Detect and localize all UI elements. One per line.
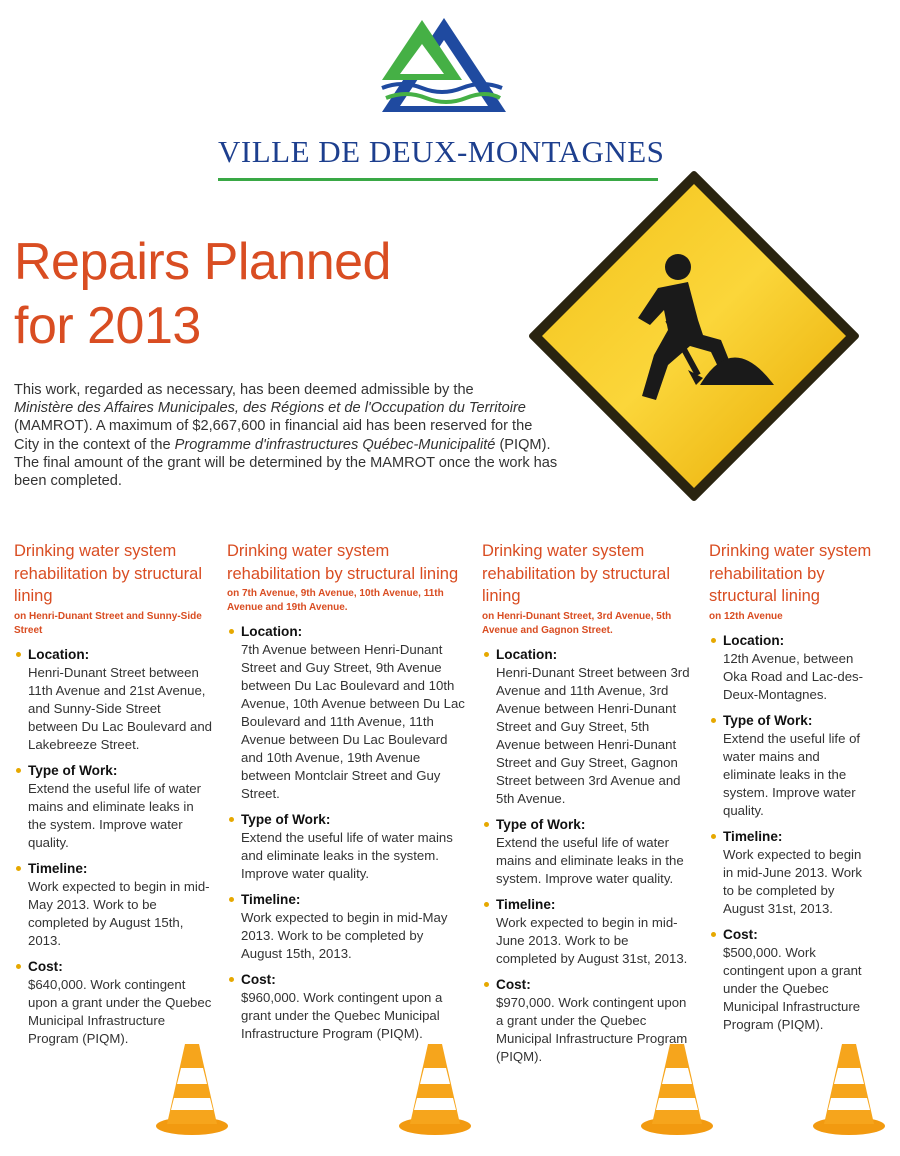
project-subheading: on Henri-Dunant Street and Sunny-Side Street (14, 610, 202, 636)
project-column-4 (709, 540, 874, 1042)
traffic-cone-icon (812, 1040, 886, 1136)
traffic-cone-icon (640, 1040, 714, 1136)
cost-item: Cost: $970,000. Work contingent upon a grant under the Quebec Municipal Infrastructure Program (PIQM). (482, 976, 692, 1066)
title-line-2: for 2013 (14, 297, 201, 355)
project-details (227, 623, 467, 1043)
project-heading: Drinking water system rehabilitation by structural lining (14, 542, 203, 605)
cost-item: Cost: $960,000. Work contingent upon a grant under the Quebec Municipal Infrastructure Program (PIQM). (227, 971, 467, 1043)
traffic-cone-icon (155, 1040, 229, 1136)
title-line-1: Repairs Planned (14, 233, 391, 291)
location-item: Location: Henri-Dunant Street between 3rd Avenue and 11th Avenue, 3rd Avenue between Henri-Dunant Street and Guy Street, 5th Avenue between Henri-Dunant Street and Guy Street, Gagnon Street between 3rd Avenue and 5th Avenue. (482, 646, 692, 808)
type-item: Type of Work: Extend the useful life of water mains and eliminate leaks in the system. Improve water quality. (14, 762, 214, 852)
intro-line: (MAMROT). A maximum of $2,667,600 in financial aid has been reserved for the (14, 418, 533, 435)
project-details (482, 646, 692, 1066)
project-heading: Drinking water system rehabilitation by structural lining (227, 542, 459, 583)
cost-item: Cost: $640,000. Work contingent upon a grant under the Quebec Municipal Infrastructure Program (PIQM). (14, 958, 214, 1048)
timeline-item: Timeline: Work expected to begin in mid-June 2013. Work to be completed by August 31st, 2013. (482, 896, 692, 968)
type-item: Type of Work: Extend the useful life of water mains and eliminate leaks in the system. Improve water quality. (709, 712, 874, 820)
project-subheading: on 7th Avenue, 9th Avenue, 10th Avenue, 11th Avenue and 19th Avenue. (227, 588, 444, 613)
project-subheading: on 12th Avenue (709, 610, 783, 622)
project-heading: Drinking water system rehabilitation by structural lining (709, 542, 872, 605)
project-column-1 (14, 540, 214, 1056)
intro-ministry: Ministère des Affaires Municipales, des Régions et de l'Occupation du Territoire (14, 400, 526, 417)
location-item: Location: Henri-Dunant Street between 11th Avenue and 21st Avenue, and Sunny-Side Street between Du Lac Boulevard and Lakebreeze Street. (14, 646, 214, 754)
project-details (709, 632, 874, 1034)
timeline-item: Timeline: Work expected to begin in mid-June 2013. Work to be completed by August 31st, 2013. (709, 828, 874, 918)
cost-item: Cost: $500,000. Work contingent upon a grant under the Quebec Municipal Infrastructure Program (PIQM). (709, 926, 874, 1034)
timeline-item: Timeline: Work expected to begin in mid-May 2013. Work to be completed by August 15th, 2013. (14, 860, 214, 950)
project-column-2 (227, 540, 467, 1051)
type-item: Type of Work: Extend the useful life of water mains and eliminate leaks in the system. Improve water quality. (482, 816, 692, 888)
traffic-cone-icon (398, 1040, 472, 1136)
intro-paragraph (14, 381, 614, 490)
intro-line: This work, regarded as necessary, has been deemed admissible by the (14, 382, 474, 398)
project-details (14, 646, 214, 1048)
organization-name: VILLE DE DEUX-MONTAGNES (218, 134, 665, 169)
page-title (14, 230, 434, 358)
project-subheading: on Henri-Dunant Street, 3rd Avenue, 5th Avenue and Gagnon Street. (482, 610, 672, 636)
location-item: Location: 12th Avenue, between Oka Road and Lac-des-Deux-Montagnes. (709, 632, 874, 704)
intro-line: City in the context of the Programme d'infrastructures Québec-Municipalité (PIQM). (14, 436, 551, 453)
type-item: Type of Work: Extend the useful life of water mains and eliminate leaks in the system. Improve water quality. (227, 811, 467, 883)
intro-line: been completed. (14, 473, 122, 490)
location-item: Location: 7th Avenue between Henri-Dunant Street and Guy Street, 9th Avenue between Du Lac Boulevard and 10th Avenue, 10th Avenue between Du Lac Boulevard and 11th Avenue, 11th Avenue between Du Lac Boulevard and 10th Avenue, 19th Avenue between Montclair Street and Guy Street. (227, 623, 467, 803)
project-column-3 (482, 540, 692, 1074)
intro-line: The final amount of the grant will be determined by the MAMROT once the work has (14, 454, 558, 471)
project-heading: Drinking water system rehabilitation by structural lining (482, 542, 671, 605)
timeline-item: Timeline: Work expected to begin in mid-May 2013. Work to be completed by August 15th, 2013. (227, 891, 467, 963)
city-logo-icon (372, 18, 506, 122)
